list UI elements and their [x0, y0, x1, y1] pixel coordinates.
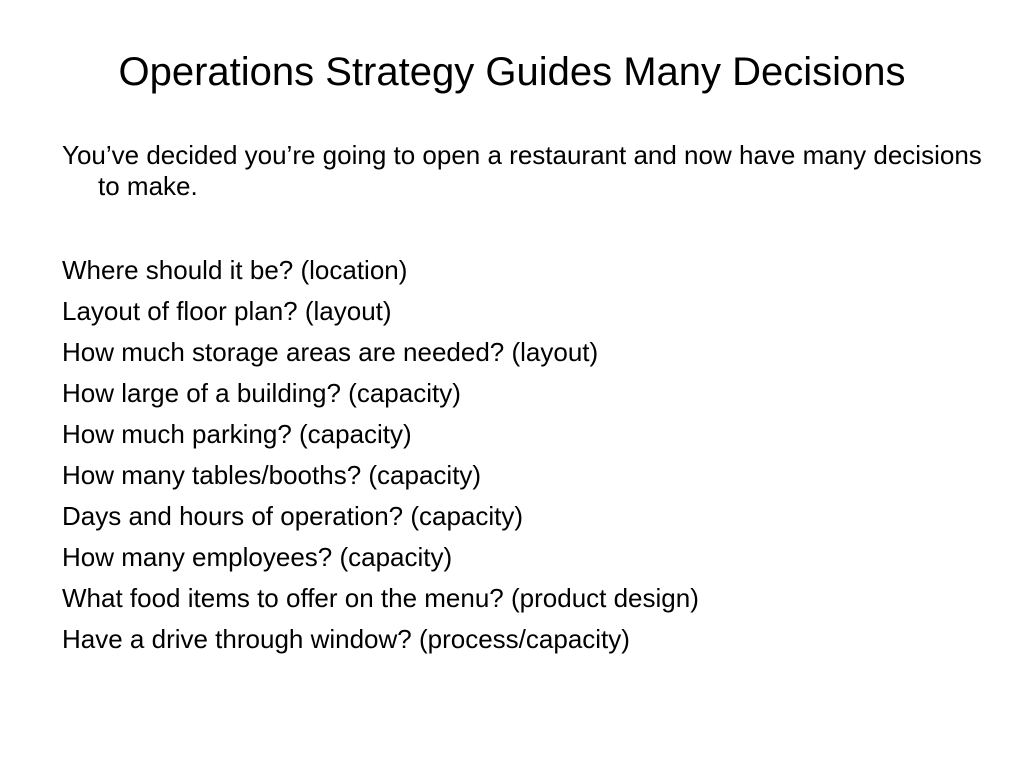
- question-item-drive-through: Have a drive through window? (process/capacity): [62, 624, 630, 654]
- question-item-building-size: How large of a building? (capacity): [62, 378, 461, 408]
- intro-paragraph: You’ve decided you’re going to open a restaurant and now have many decisions to make.: [62, 140, 982, 201]
- question-item-location: Where should it be? (location): [62, 255, 408, 285]
- question-item-menu: What food items to offer on the menu? (product design): [62, 583, 699, 613]
- question-item-employees: How many employees? (capacity): [62, 542, 453, 572]
- slide-title: Operations Strategy Guides Many Decisions: [118, 50, 906, 94]
- question-item-hours: Days and hours of operation? (capacity): [62, 501, 524, 531]
- question-item-tables: How many tables/booths? (capacity): [62, 460, 482, 490]
- question-item-floor-plan: Layout of floor plan? (layout): [62, 296, 392, 326]
- question-item-storage: How much storage areas are needed? (layout): [62, 337, 599, 367]
- question-item-parking: How much parking? (capacity): [62, 419, 412, 449]
- slide-body: [62, 140, 982, 654]
- decision-question-list: [62, 250, 699, 660]
